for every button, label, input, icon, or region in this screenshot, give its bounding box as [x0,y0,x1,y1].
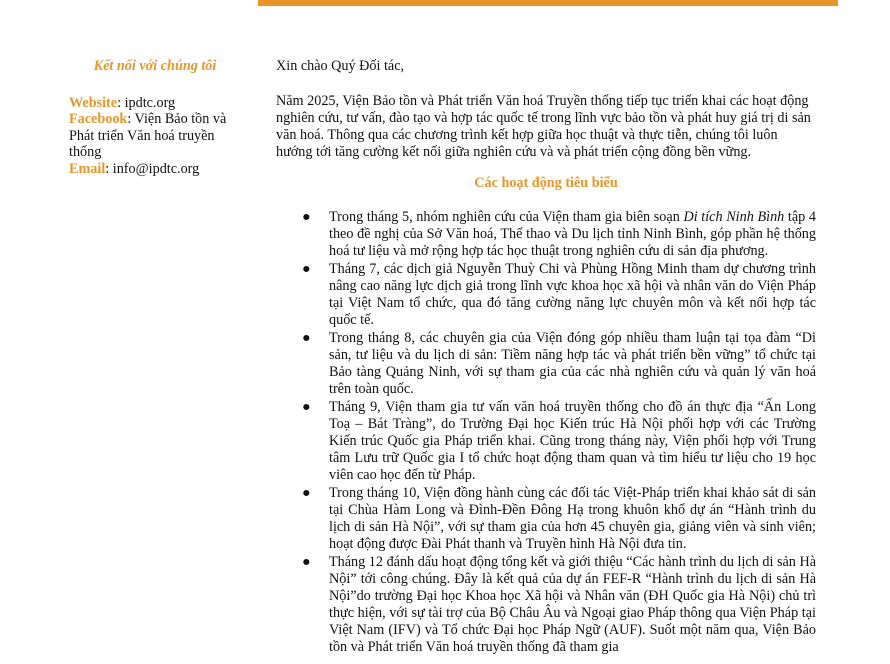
list-item [276,399,816,484]
list-item [276,485,816,553]
intro-paragraph: Năm 2025, Viện Bảo tồn và Phát triển Văn hoá Truyền thống tiếp tục triển khai các hoạt động nghiên cứu, tư vấn, đào tạo và hợp tác quốc tế trong lĩnh vực bảo tồn và phát huy giá trị di sản văn hoá. Thông qua các chương trình kết hợp giữa học thuật và thực tiễn, chúng tôi luôn hướng tới tăng cường kết nối giữa nghiên cứu và và phát triển cộng đồng bền vững. [276,93,811,160]
facebook-line [69,111,249,161]
list-item-italic: Di tích Ninh Bình [683,209,785,225]
greeting: Xin chào Quý Đối tác, [276,58,405,74]
facebook-link[interactable]: : Viện Bảo tồn và Phát triển Văn hoá truyền thống [69,111,227,160]
bullet-icon: ● [302,485,311,501]
list-item-text: Trong tháng 5, nhóm nghiên cứu của Viện tham gia biên soạn [329,209,684,225]
list-item-text: Tháng 7, các dịch giả Nguyễn Thuỳ Chi và Phùng Hồng Minh tham dự chương trình nâng cao năng lực dịch giả trong lĩnh vực khoa học xã hội và nhân văn do Viện Pháp tại Việt Nam tổ chức, qua đó tăng cường năng lực chuyên môn và kết nối hợp tác quốc tế. [329,261,816,328]
bullet-icon: ● [302,399,311,415]
list-item [276,330,816,398]
contact-sidebar [69,58,249,177]
bullet-icon: ● [302,261,311,277]
list-item-text-tail: tập 4 theo đề nghị của Sở Văn hoá, Thể thao và Du lịch tỉnh Ninh Bình, góp phần hệ thống hoá tư liệu và mở rộng hợp tác học thuật trong nghiên cứu di sản địa phương. [329,209,816,259]
bullet-icon: ● [302,554,311,570]
website-label: Website [69,94,118,111]
list-item-text: Tháng 9, Viện tham gia tư vấn văn hoá truyền thống cho đồ án thực địa “Ấn Long Toạ – Bát Tràng”, do Trường Đại học Kiến trúc Hà Nội phối hợp với các Trường Kiến trúc Quốc gia Pháp triển khai. Cũng trong tháng này, Viện phối hợp với Trung tâm Lưu trữ Quốc gia I tổ chức hoạt động tham quan và tìm hiểu tư liệu cho 19 học viên cao học đến từ Pháp. [329,399,816,483]
email-label: Email [69,160,106,177]
list-item [276,261,816,329]
list-item-text: Tháng 12 đánh dấu hoạt động tổng kết và giới thiệu “Các hành trình du lịch di sản Hà Nội” tới công chúng. Đây là kết quả của dự án FEF-R “Hành trình du lịch di sản Hà Nội”do trường Đại học Khoa học Xã hội và Nhân văn (ĐH Quốc gia Hà Nội) chủ trì thực hiện, với sự tài trợ của Bộ Châu Âu và Ngoại giao Pháp thông qua Viện Pháp tại Việt Nam (IFV) và Tổ chức Đại học Pháp Ngữ (AUF). Suốt một năm qua, Viện Bảo tồn và Phát triển Văn hoá truyền thống đã tham gia [329,554,816,655]
website-line [69,95,249,112]
bullet-icon: ● [302,330,311,346]
bullet-icon: ● [302,209,311,225]
section-heading: Các hoạt động tiêu biểu [474,175,618,191]
header-accent-bar [258,0,838,6]
list-item-text: Trong tháng 10, Viện đồng hành cùng các đối tác Việt-Pháp triển khai khảo sát di sản tại Chùa Hàm Long và Đình-Đền Đông Hạ trong khuôn khổ dự án “Hành trình du lịch di sản Hà Nội”, với sự tham gia của hơn 45 chuyên gia, giảng viên và sinh viên; hoạt động được Đài Phát thanh và Truyền hình Hà Nội đưa tin. [329,485,816,552]
facebook-label: Facebook [69,111,128,127]
newsletter-body [276,58,816,657]
list-item [276,554,816,656]
sidebar-heading: Kết nối với chúng tôi [93,58,217,74]
list-item [276,209,816,260]
email-link[interactable]: : info@ipdtc.org [105,160,200,177]
email-line [69,161,249,178]
list-item-text: Trong tháng 8, các chuyên gia của Viện đóng góp nhiều tham luận tại tọa đàm “Di sản, tư liệu và du lịch di sản: Tiềm năng hợp tác và phát triển bền vững” tổ chức tại Bảo tàng Quảng Ninh, với sự tham gia của các nhà nghiên cứu và quản lý văn hoá trên toàn quốc. [329,330,816,397]
activity-list [276,209,816,656]
website-link[interactable]: : ipdtc.org [117,94,176,111]
